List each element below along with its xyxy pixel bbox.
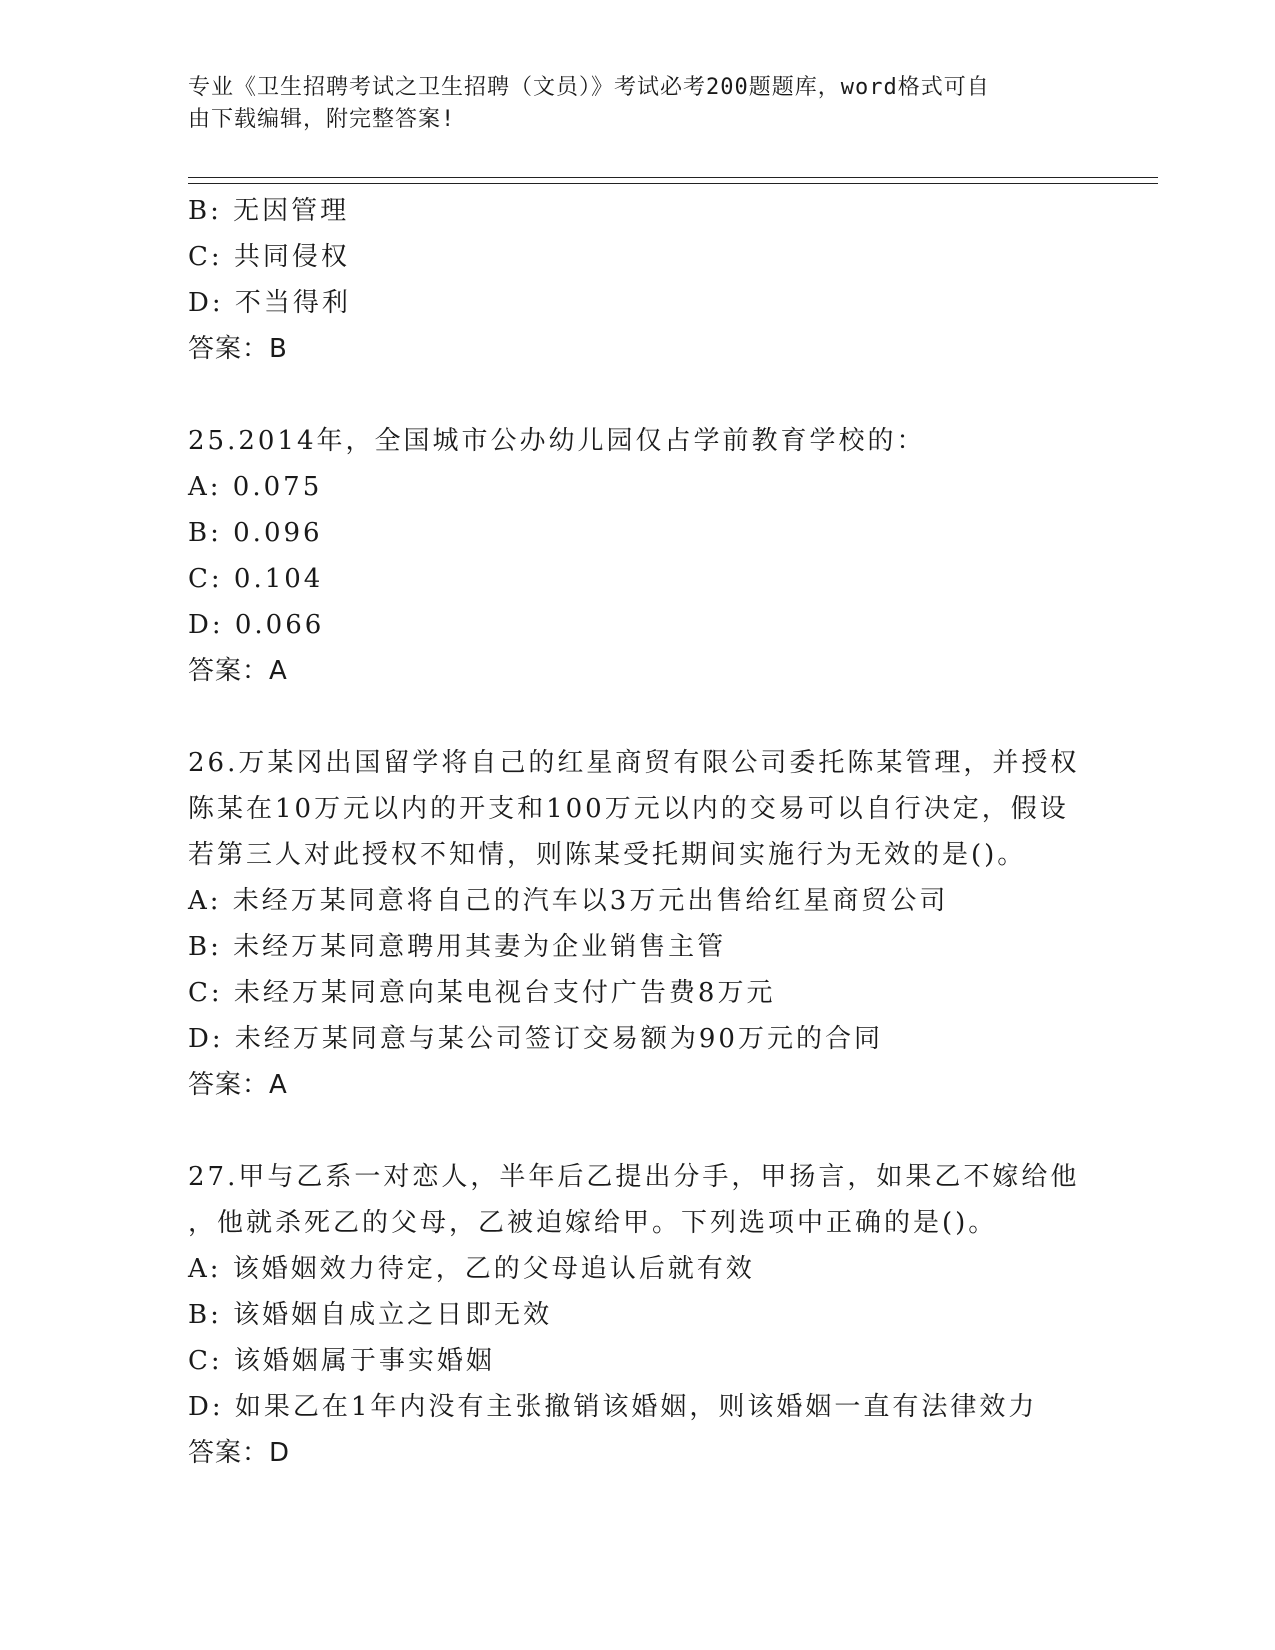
option-b: B: 未经万某同意聘用其妻为企业销售主管 [188, 932, 727, 962]
option-b: B: 该婚姻自成立之日即无效 [188, 1300, 553, 1330]
question-26 [188, 740, 1088, 1108]
header-rule-bottom [188, 183, 1158, 184]
option-b: B: 无因管理 [188, 196, 350, 226]
answer: 答案：A [188, 656, 288, 686]
question-list [188, 188, 1088, 1476]
question-stem: 若第三人对此授权不知情，则陈某受托期间实施行为无效的是()。 [188, 840, 1027, 870]
option-d: D: 不当得利 [188, 288, 351, 318]
answer: 答案：A [188, 1070, 288, 1100]
question-24-continued [188, 188, 1088, 372]
question-stem: 25.2014年，全国城市公办幼儿园仅占学前教育学校的： [188, 426, 926, 456]
spacer [188, 1108, 1088, 1154]
option-a: A: 0.075 [188, 472, 323, 502]
question-stem: 27.甲与乙系一对恋人，半年后乙提出分手，甲扬言，如果乙不嫁给他 [188, 1162, 1080, 1192]
option-c: C: 共同侵权 [188, 242, 350, 272]
option-a: A: 该婚姻效力待定，乙的父母追认后就有效 [188, 1254, 755, 1284]
option-c: C: 未经万某同意向某电视台支付广告费8万元 [188, 978, 776, 1008]
answer: 答案：B [188, 334, 288, 364]
option-d: D: 0.066 [188, 610, 325, 640]
header-line-2: 由下载编辑，附完整答案! [188, 107, 456, 132]
question-stem: ，他就杀死乙的父母，乙被迫嫁给甲。下列选项中正确的是()。 [188, 1208, 998, 1238]
header-line-1: 专业《卫生招聘考试之卫生招聘（文员）》考试必考200题题库，word格式可自 [188, 75, 990, 100]
option-c: C: 0.104 [188, 564, 324, 594]
question-stem: 26.万某冈出国留学将自己的红星商贸有限公司委托陈某管理，并授权 [188, 748, 1080, 778]
answer: 答案：D [188, 1438, 291, 1468]
question-25 [188, 418, 1088, 694]
option-a: A: 未经万某同意将自己的汽车以3万元出售给红星商贸公司 [188, 886, 949, 916]
option-b: B: 0.096 [188, 518, 323, 548]
option-d: D: 如果乙在1年内没有主张撤销该婚姻，则该婚姻一直有法律效力 [188, 1392, 1038, 1422]
header-rule-top [188, 177, 1158, 178]
option-c: C: 该婚姻属于事实婚姻 [188, 1346, 495, 1376]
spacer [188, 372, 1088, 418]
option-d: D: 未经万某同意与某公司签订交易额为90万元的合同 [188, 1024, 883, 1054]
question-27 [188, 1154, 1088, 1476]
question-stem: 陈某在10万元以内的开支和100万元以内的交易可以自行决定，假设 [188, 794, 1069, 824]
spacer [188, 694, 1088, 740]
document-header [188, 72, 1078, 136]
